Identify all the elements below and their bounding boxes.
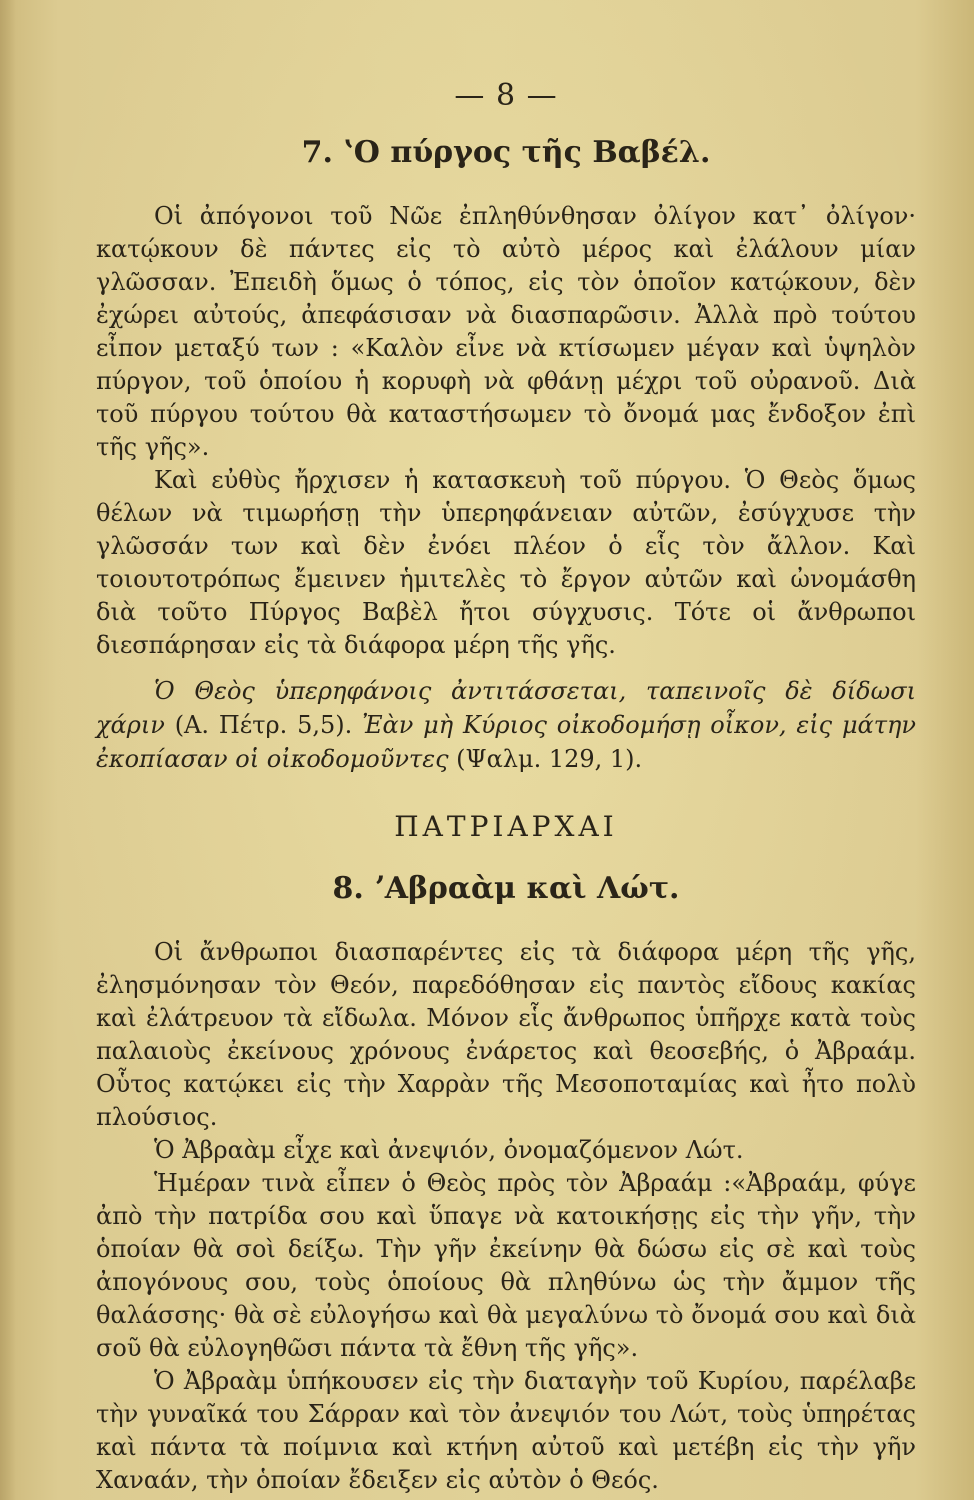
section-8-paragraph-1: Οἱ ἄνθρωποι διασπαρέντες εἰς τὰ διάφορα μέρη τῆς γῆς, ἐλησμόνησαν τὸν Θεόν, παρεδόθησαν εἰς παντὸς εἴδους κακίας καὶ ἐλάτρευον τὰ εἴδωλα. Μόνον εἷς ἄνθρωπος ὑπῆρχε κατὰ τοὺς παλαιοὺς ἐκείνους χρόνους ἐνάρετος καὶ θεοσεβής, ὁ Ἀβραάμ. Οὗτος κατῴκει εἰς τὴν Χαρρὰν τῆς Μεσοποταμίας καὶ ἦτο πολὺ πλούσιος. — [96, 938, 916, 1131]
section-7-paragraph-1: Οἱ ἀπόγονοι τοῦ Νῶε ἐπληθύνθησαν ὀλίγον κατ᾽ ὀλίγον· κατῴκουν δὲ πάντες εἰς τὸ αὐτὸ μέρος καὶ ἐλάλουν μίαν γλῶσσαν. Ἐπειδὴ ὅμως ὁ τόπος, εἰς τὸν ὁποῖον κατῴκουν, δὲν ἐχώρει αὐτούς, ἀπεφάσισαν νὰ διασπαρῶσιν. Ἀλλὰ πρὸ τούτου εἶπον μεταξύ των : «Καλὸν εἶνε νὰ κτίσωμεν μέγαν καὶ ὑψηλὸν πύργον, τοῦ ὁποίου ἡ κορυφὴ νὰ φθάνῃ μέχρι τοῦ οὐρανοῦ. Διὰ τοῦ πύργου τούτου θὰ καταστήσωμεν τὸ ὄνομά μας ἔνδοξον ἐπὶ τῆς γῆς». — [96, 202, 916, 461]
quote-reference-1: (Α. Πέτρ. 5,5). — [164, 711, 363, 739]
section-8-paragraph-2: Ὁ Ἀβραὰμ εἶχε καὶ ἀνεψιόν, ὀνομαζόμενον Λώτ. — [154, 1136, 744, 1164]
quote-text-1: Ὁ Θεὸς ὑπερηφάνοις ἀντιτάσσεται, ταπεινοῖς δὲ δίδωσι χάριν — [96, 677, 916, 739]
quote-reference-2: (Ψαλμ. 129, 1). — [448, 745, 643, 773]
section-8-paragraph-4: Ὁ Ἀβραὰμ ὑπήκουσεν εἰς τὴν διαταγὴν τοῦ Κυρίου, παρέλαβε τὴν γυναῖκά του Σάρραν καὶ τὸν ἀνεψιόν του Λώτ, τοὺς ὑπηρέτας καὶ πάντα τὰ ποίμνια καὶ κτήνη αὐτοῦ καὶ μετέβη εἰς τὴν γῆν Χαναάν, τὴν ὁποίαν ἔδειξεν εἰς αὐτὸν ὁ Θεός. — [96, 1367, 916, 1494]
section-7-scripture-quote — [96, 674, 916, 776]
part-heading-patriarchs: ΠΑΤΡΙΑΡΧΑΙ — [394, 810, 618, 843]
page-edge-shadow — [0, 0, 16, 1500]
section-7-heading: 7. ʽΟ πύργος τῆς Βαβέλ. — [301, 135, 711, 170]
section-8-paragraph-3: Ἡμέραν τινὰ εἶπεν ὁ Θεὸς πρὸς τὸν Ἀβραάμ :«Ἀβραάμ, φύγε ἀπὸ τὴν πατρίδα σου καὶ ὕπαγε νὰ κατοικήσῃς εἰς τὴν γῆν, τὴν ὁποίαν θὰ σοὶ δείξω. Τὴν γῆν ἐκείνην θὰ δώσω εἰς σὲ καὶ τοὺς ἀπογόνους σου, τοὺς ὁποίους θὰ πληθύνω ὡς τὴν ἄμμον τῆς θαλάσσης· θὰ σὲ εὐλογήσω καὶ θὰ μεγαλύνω τὸ ὄνομά σου καὶ διὰ σοῦ θὰ εὐλογηθῶσι πάντα τὰ ἔθνη τῆς γῆς». — [96, 1169, 916, 1362]
quote-text-2: Ἐὰν μὴ Κύριος οἰκοδομήσῃ οἶκον, εἰς μάτην ἐκοπίασαν οἱ οἰκοδομοῦντες — [96, 711, 916, 773]
section-8-heading: 8. ʼΑβραὰμ καὶ Λώτ. — [332, 871, 680, 906]
section-7-paragraph-2: Καὶ εὐθὺς ἤρχισεν ἡ κατασκευὴ τοῦ πύργου. Ὁ Θεὸς ὅμως θέλων νὰ τιμωρήσῃ τὴν ὑπερηφάνειαν αὐτῶν, ἐσύγχυσε τὴν γλῶσσάν των καὶ δὲν ἐνόει πλέον ὁ εἷς τὸν ἄλλον. Καὶ τοιουτοτρόπως ἔμεινεν ἡμιτελὲς τὸ ἔργον αὐτῶν καὶ ὠνομάσθη διὰ τοῦτο Πύργος Βαβὲλ ἤτοι σύγχυσις. Τότε οἱ ἄνθρωποι διεσπάρησαν εἰς τὰ διάφορα μέρη τῆς γῆς. — [96, 466, 916, 659]
page-number: — 8 — — [454, 78, 558, 113]
page-content — [96, 78, 916, 1497]
